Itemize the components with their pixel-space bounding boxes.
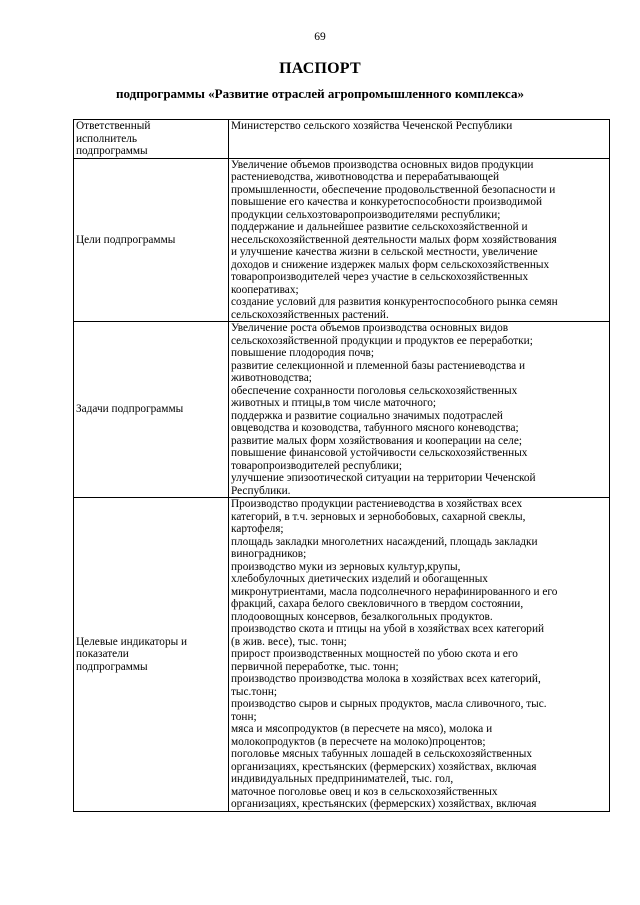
row-content-line: Производство продукции растениеводства в хозяйствах всех — [231, 498, 523, 510]
row-content-line: Увеличение объемов производства основных видов продукции — [231, 158, 534, 171]
row-content-line: организациях, крестьянских (фермерских) хозяйствах, включая — [231, 798, 537, 810]
row-content-line: повышение его качества и конкуретоспособности производимой — [231, 196, 543, 208]
row-content-line: маточное поголовье овец и коз в сельскохозяйственных — [231, 785, 498, 798]
row-content-line: тонн; — [231, 710, 257, 723]
table-row-goals — [74, 158, 610, 322]
row-label-cell — [74, 158, 229, 322]
document-title: ПАСПОРТ — [279, 60, 361, 77]
row-content-line: производство муки из зерновых культур,крупы, — [231, 560, 461, 573]
row-content-line: сельскохозяйственной продукции и продуктов ее переработки; — [231, 334, 533, 347]
table-row-tasks — [74, 322, 610, 498]
document-subtitle: подпрограммы «Развитие отраслей агропромышленного комплекса» — [116, 86, 524, 101]
row-content-line: животноводства; — [231, 372, 312, 384]
row-content-line: поголовье мясных табунных лошадей в сельскохозяйственных — [231, 748, 533, 760]
row-label-cell — [74, 498, 229, 812]
row-content-line: Министерство сельского хозяйства Чеченской Республики — [231, 120, 513, 132]
row-content-line: овцеводства и козоводства, табунного мясного коневодства; — [231, 422, 519, 434]
row-content-cell — [229, 322, 610, 498]
row-label-line: Целевые индикаторы и — [76, 635, 188, 648]
row-content-line: прирост производственных мощностей по убою скота и его — [231, 648, 518, 660]
row-content-line: доходов и снижение издержек малых форм сельскохозяйственных — [231, 258, 550, 271]
row-content-line: животных и птицы,в том числе маточного; — [231, 397, 437, 409]
row-label-line: Ответственный — [76, 120, 151, 132]
row-content-line: повышение плодородия почв; — [231, 347, 375, 359]
passport-table — [73, 119, 610, 812]
row-content-line: первичной переработке, тыс. тонн; — [231, 660, 399, 673]
row-label-line: показатели — [76, 648, 129, 660]
row-content-line: фракций, сахара белого свекловичного в твердом состоянии, — [231, 598, 524, 610]
row-content-line: Республики. — [231, 484, 291, 497]
table-row-target-indicators — [74, 498, 610, 812]
row-content-line: производство производства молока в хозяйствах всех категорий, — [231, 673, 541, 685]
row-content-line: тыс.тонн; — [231, 685, 278, 698]
row-content-line: промышленности, обеспечение продовольственной безопасности и — [231, 183, 556, 196]
row-content-line: молокопродуктов (в пересчете на молоко)процентов; — [231, 735, 486, 748]
row-content-line: картофеля; — [231, 523, 284, 535]
row-content-line: мяса и мясопродуктов (в пересчете на мясо), молока и — [231, 723, 493, 735]
row-content-line: хлебобулочных диетических изделий и обогащенных — [231, 573, 488, 585]
row-content-line: товаропроизводителей через участие в сельскохозяйственных — [231, 271, 529, 283]
row-content-line: товаропроизводителей республики; — [231, 459, 402, 472]
row-content-cell — [229, 158, 610, 322]
row-label-line: подпрограммы — [76, 660, 148, 673]
row-content-line: кооперативах; — [231, 283, 299, 296]
row-content-cell — [229, 120, 610, 159]
row-label-line: Цели подпрограммы — [76, 233, 176, 246]
row-content-line: развитие малых форм хозяйствования и кооперации на селе; — [231, 434, 522, 447]
row-content-line: организациях, крестьянских (фермерских) хозяйствах, включая — [231, 760, 537, 773]
row-content-line: производство сыров и сырных продуктов, масла сливочного, тыс. — [231, 698, 547, 710]
row-content-line: категорий, в т.ч. зерновых и зернобобовых, сахарной свеклы, — [231, 510, 526, 523]
row-content-line: сельскохозяйственных растений. — [231, 308, 389, 321]
row-content-line: индивидуальных предпринимателей, тыс. гол, — [231, 773, 454, 785]
row-content-line: развитие селекционной и племенной базы растениеводства и — [231, 359, 526, 372]
row-label-line: исполнитель — [76, 132, 138, 145]
row-content-line: площадь закладки многолетних насаждений, площадь закладки — [231, 535, 538, 548]
row-content-line: и улучшение качества жизни в сельской местности, увеличение — [231, 246, 538, 258]
row-label-line: подпрограммы — [76, 145, 148, 157]
row-content-line: продукции сельхозтоваропроизводителями республики; — [231, 208, 501, 221]
row-content-line: производство скота и птицы на убой в хозяйствах всех категорий — [231, 623, 545, 635]
row-label-cell — [74, 322, 229, 498]
page-number: 69 — [314, 31, 326, 43]
table-row-responsible-executor — [74, 120, 610, 159]
row-content-line: виноградников; — [231, 548, 307, 560]
row-label-cell — [74, 120, 229, 159]
passport-table-body — [74, 120, 610, 812]
row-content-line: Увеличение роста объемов производства основных видов — [231, 322, 509, 334]
row-content-line: микронутриентами, масла подсолнечного нерафинированного и его — [231, 585, 558, 598]
row-content-line: поддержка и развитие социально значимых подотраслей — [231, 409, 503, 422]
row-content-line: создание условий для развития конкурентоспособного рынка семян — [231, 296, 558, 308]
row-content-line: обеспечение сохранности поголовья сельскохозяйственных — [231, 384, 518, 397]
row-content-cell — [229, 498, 610, 812]
row-content-line: повышение финансовой устойчивости сельскохозяйственных — [231, 447, 528, 459]
row-label-line: Задачи подпрограммы — [76, 403, 184, 416]
row-content-line: поддержание и дальнейшее развитие сельскохозяйственной и — [231, 221, 528, 233]
row-content-line: растениеводства, животноводства и перерабатывающей — [231, 171, 500, 183]
row-content-line: плодоовощных консервов, безалкогольных продуктов. — [231, 610, 493, 623]
row-content-line: улучшение эпизоотической ситуации на территории Чеченской — [231, 472, 536, 484]
row-content-line: несельскохозяйственной деятельности малых форм хозяйствования — [231, 233, 557, 246]
row-content-line: (в жив. весе), тыс. тонн; — [231, 635, 347, 648]
